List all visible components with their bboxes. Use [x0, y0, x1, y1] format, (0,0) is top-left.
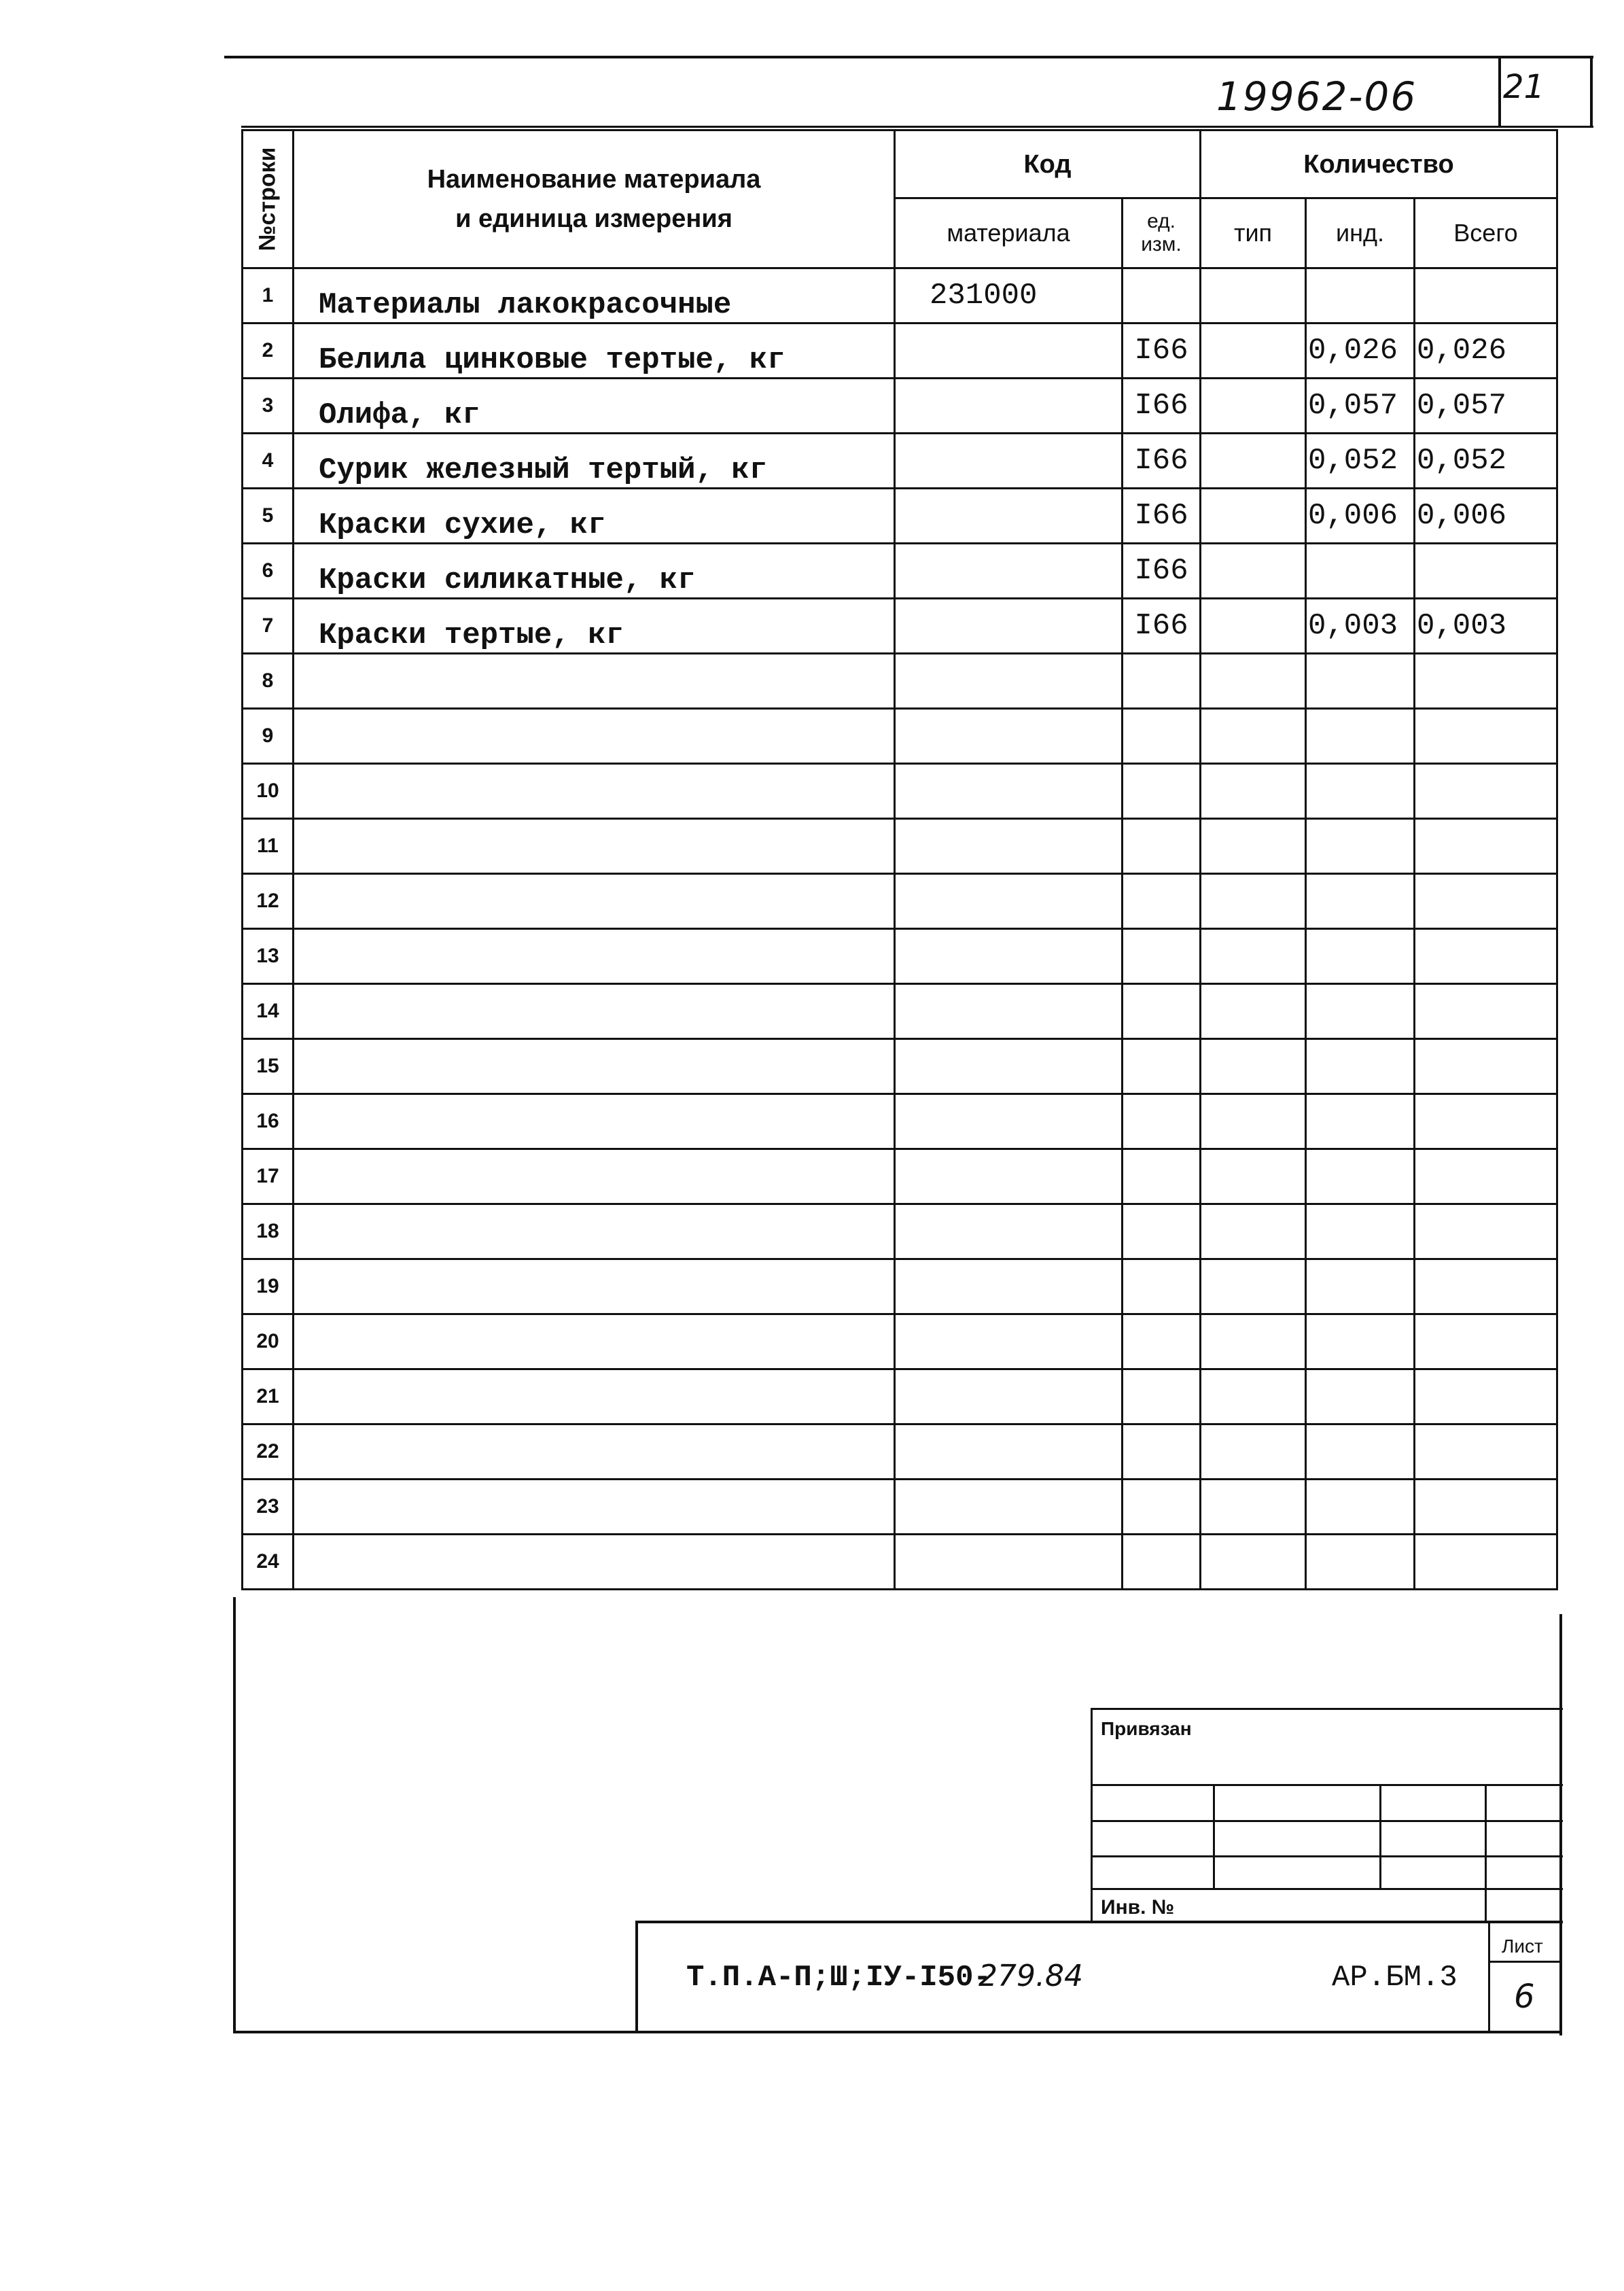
- unit-code: [1123, 1149, 1201, 1204]
- material-code: [895, 489, 1123, 544]
- row-number: 6: [243, 544, 294, 599]
- stamp-attached-label: Привязан: [1101, 1718, 1192, 1739]
- row-number: 7: [243, 599, 294, 654]
- document-code: 19962-06: [1216, 73, 1417, 120]
- qty-type: [1201, 654, 1306, 709]
- qty-type: [1201, 1369, 1306, 1424]
- material-code: [895, 379, 1123, 434]
- unit-code: I66: [1123, 489, 1201, 544]
- table-row: [243, 1314, 1557, 1369]
- material-code: [895, 654, 1123, 709]
- unit-code: [1123, 1204, 1201, 1259]
- qty-ind: [1306, 1204, 1415, 1259]
- row-number: 14: [243, 984, 294, 1039]
- row-number: 23: [243, 1480, 294, 1535]
- table-row: [243, 984, 1557, 1039]
- qty-type: [1201, 544, 1306, 599]
- material-name: [294, 1259, 895, 1314]
- qty-ind: 0,052: [1306, 434, 1415, 489]
- materials-table: [241, 129, 1558, 1590]
- material-name: [294, 874, 895, 929]
- qty-type: [1201, 1314, 1306, 1369]
- qty-ind: [1306, 929, 1415, 984]
- material-name: [294, 654, 895, 709]
- table-row: [243, 1259, 1557, 1314]
- stamp-sheet-label: Лист: [1502, 1936, 1543, 1957]
- qty-total: [1415, 1094, 1557, 1149]
- qty-type: [1201, 764, 1306, 819]
- unit-code: I66: [1123, 544, 1201, 599]
- material-code: [895, 1204, 1123, 1259]
- unit-code: I66: [1123, 323, 1201, 379]
- qty-ind: [1306, 1039, 1415, 1094]
- qty-type: [1201, 1480, 1306, 1535]
- unit-code: [1123, 1535, 1201, 1590]
- stamp-sheet-number: 6: [1514, 1978, 1535, 2016]
- material-code: [895, 544, 1123, 599]
- qty-type: [1201, 874, 1306, 929]
- material-code: [895, 764, 1123, 819]
- row-number: 12: [243, 874, 294, 929]
- material-code: [895, 434, 1123, 489]
- header-qty-ind: инд.: [1306, 198, 1415, 268]
- stamp-designation: Т.П.А-П;Ш;IУ-I50-: [686, 1961, 991, 1995]
- qty-total: [1415, 654, 1557, 709]
- material-code: [895, 1424, 1123, 1480]
- unit-code: [1123, 1369, 1201, 1424]
- row-number: 24: [243, 1535, 294, 1590]
- material-name: [294, 764, 895, 819]
- table-row: [243, 1094, 1557, 1149]
- material-name: [294, 929, 895, 984]
- material-name: [294, 1204, 895, 1259]
- header-qty-type: тип: [1201, 198, 1306, 268]
- unit-code: [1123, 1094, 1201, 1149]
- material-name: Краски сухие, кг: [294, 489, 895, 544]
- left-margin-line: [233, 1597, 236, 2032]
- row-number: 10: [243, 764, 294, 819]
- qty-total: [1415, 1424, 1557, 1480]
- table-row: [243, 764, 1557, 819]
- material-code: [895, 323, 1123, 379]
- material-code: [895, 599, 1123, 654]
- qty-total: [1415, 1149, 1557, 1204]
- right-border-line: [1590, 56, 1593, 128]
- row-number: 13: [243, 929, 294, 984]
- material-code: [895, 1314, 1123, 1369]
- table-row: [243, 434, 1557, 489]
- qty-total: [1415, 544, 1557, 599]
- qty-ind: [1306, 1259, 1415, 1314]
- qty-type: [1201, 819, 1306, 874]
- material-code: [895, 1480, 1123, 1535]
- stamp-h3: [1091, 1855, 1563, 1857]
- qty-total: [1415, 874, 1557, 929]
- qty-type: [1201, 434, 1306, 489]
- row-number: 20: [243, 1314, 294, 1369]
- unit-code: [1123, 764, 1201, 819]
- material-name: Краски силикатные, кг: [294, 544, 895, 599]
- qty-ind: [1306, 1424, 1415, 1480]
- qty-type: [1201, 1204, 1306, 1259]
- qty-type: [1201, 984, 1306, 1039]
- qty-ind: 0,057: [1306, 379, 1415, 434]
- table-row: [243, 1204, 1557, 1259]
- table-row: [243, 874, 1557, 929]
- qty-type: [1201, 1149, 1306, 1204]
- qty-ind: 0,003: [1306, 599, 1415, 654]
- unit-code: I66: [1123, 434, 1201, 489]
- qty-total: [1415, 1259, 1557, 1314]
- title-block-left: [635, 1921, 638, 2033]
- qty-total: 0,057: [1415, 379, 1557, 434]
- table-row: [243, 819, 1557, 874]
- row-number: 15: [243, 1039, 294, 1094]
- material-name: Краски тертые, кг: [294, 599, 895, 654]
- material-name: Белила цинковые тертые, кг: [294, 323, 895, 379]
- material-code: [895, 1039, 1123, 1094]
- row-number: 18: [243, 1204, 294, 1259]
- unit-code: I66: [1123, 379, 1201, 434]
- qty-total: [1415, 709, 1557, 764]
- material-code: 231000: [895, 268, 1123, 323]
- material-name: [294, 1369, 895, 1424]
- table-row: [243, 544, 1557, 599]
- sheet-box-left: [1488, 1921, 1490, 2033]
- row-number: 5: [243, 489, 294, 544]
- sheet-box-divider: [1488, 1961, 1561, 1963]
- header-row-number: №строки: [243, 130, 294, 268]
- unit-code: [1123, 654, 1201, 709]
- qty-total: 0,052: [1415, 434, 1557, 489]
- qty-total: [1415, 1480, 1557, 1535]
- unit-code: [1123, 1480, 1201, 1535]
- unit-code: [1123, 1314, 1201, 1369]
- row-number: 9: [243, 709, 294, 764]
- qty-total: [1415, 1535, 1557, 1590]
- unit-code: [1123, 709, 1201, 764]
- material-code: [895, 1149, 1123, 1204]
- qty-type: [1201, 323, 1306, 379]
- row-number: 4: [243, 434, 294, 489]
- stamp-inventory-label: Инв. №: [1101, 1896, 1175, 1919]
- qty-total: [1415, 819, 1557, 874]
- row-number: 19: [243, 1259, 294, 1314]
- table-row: [243, 709, 1557, 764]
- qty-ind: [1306, 1535, 1415, 1590]
- unit-code: [1123, 819, 1201, 874]
- header-code: Код: [895, 130, 1201, 198]
- page-number: 21: [1503, 68, 1545, 106]
- header-qty-total: Всего: [1415, 198, 1557, 268]
- table-row: [243, 1369, 1557, 1424]
- row-number: 3: [243, 379, 294, 434]
- material-code: [895, 819, 1123, 874]
- material-name: [294, 709, 895, 764]
- qty-total: 0,006: [1415, 489, 1557, 544]
- material-name: [294, 1094, 895, 1149]
- stamp-designation-number: 279.84: [978, 1959, 1083, 1993]
- qty-type: [1201, 1039, 1306, 1094]
- row-number: 17: [243, 1149, 294, 1204]
- qty-ind: [1306, 984, 1415, 1039]
- table-row: [243, 379, 1557, 434]
- header-material-name: Наименование материала и единица измерения: [294, 130, 895, 268]
- top-border-line: [224, 56, 1593, 58]
- unit-code: [1123, 984, 1201, 1039]
- qty-total: [1415, 1369, 1557, 1424]
- material-code: [895, 984, 1123, 1039]
- qty-type: [1201, 1424, 1306, 1480]
- qty-ind: [1306, 1369, 1415, 1424]
- stamp-document-mark: АР.БМ.3: [1332, 1961, 1458, 1995]
- qty-type: [1201, 599, 1306, 654]
- qty-type: [1201, 489, 1306, 544]
- stamp-h4: [1091, 1888, 1563, 1890]
- qty-ind: [1306, 544, 1415, 599]
- row-number: 8: [243, 654, 294, 709]
- material-name: [294, 819, 895, 874]
- stamp-right-border: [1559, 1614, 1562, 2035]
- qty-ind: [1306, 764, 1415, 819]
- qty-type: [1201, 929, 1306, 984]
- material-code: [895, 1369, 1123, 1424]
- qty-ind: 0,006: [1306, 489, 1415, 544]
- table-row: [243, 268, 1557, 323]
- header-page-divider: [1498, 56, 1501, 128]
- material-name: [294, 1480, 895, 1535]
- qty-total: 0,026: [1415, 323, 1557, 379]
- row-number: 2: [243, 323, 294, 379]
- qty-type: [1201, 1094, 1306, 1149]
- unit-code: [1123, 929, 1201, 984]
- qty-ind: [1306, 654, 1415, 709]
- material-name: Материалы лакокрасочные: [294, 268, 895, 323]
- table-row: [243, 1149, 1557, 1204]
- title-block-bottom: [233, 2031, 1561, 2033]
- qty-total: [1415, 764, 1557, 819]
- qty-type: [1201, 1535, 1306, 1590]
- qty-type: [1201, 709, 1306, 764]
- qty-ind: [1306, 874, 1415, 929]
- qty-type: [1201, 1259, 1306, 1314]
- table-row: [243, 1535, 1557, 1590]
- material-name: [294, 1149, 895, 1204]
- table-row: [243, 1480, 1557, 1535]
- qty-total: [1415, 1314, 1557, 1369]
- stamp-h2: [1091, 1820, 1563, 1822]
- title-block-top: [635, 1921, 1563, 1923]
- qty-total: [1415, 1039, 1557, 1094]
- material-name: [294, 984, 895, 1039]
- stamp-v3: [1485, 1784, 1487, 1922]
- qty-ind: [1306, 1480, 1415, 1535]
- stamp-v2: [1379, 1784, 1381, 1888]
- row-number: 16: [243, 1094, 294, 1149]
- stamp-h1: [1091, 1784, 1563, 1786]
- header-quantity: Количество: [1201, 130, 1557, 198]
- table-row: [243, 599, 1557, 654]
- unit-code: [1123, 1039, 1201, 1094]
- unit-code: [1123, 1424, 1201, 1480]
- material-name: [294, 1535, 895, 1590]
- table-row: [243, 1039, 1557, 1094]
- stamp-outer-top: [1091, 1708, 1563, 1710]
- qty-ind: [1306, 1314, 1415, 1369]
- qty-total: 0,003: [1415, 599, 1557, 654]
- table-row: [243, 929, 1557, 984]
- qty-ind: [1306, 268, 1415, 323]
- qty-total: [1415, 268, 1557, 323]
- material-name: Сурик железный тертый, кг: [294, 434, 895, 489]
- unit-code: [1123, 874, 1201, 929]
- row-number: 22: [243, 1424, 294, 1480]
- material-code: [895, 929, 1123, 984]
- unit-code: [1123, 268, 1201, 323]
- unit-code: [1123, 1259, 1201, 1314]
- material-name: [294, 1314, 895, 1369]
- qty-type: [1201, 268, 1306, 323]
- material-code: [895, 1259, 1123, 1314]
- material-code: [895, 709, 1123, 764]
- stamp-v1: [1213, 1784, 1215, 1888]
- qty-ind: [1306, 819, 1415, 874]
- qty-total: [1415, 929, 1557, 984]
- qty-ind: [1306, 709, 1415, 764]
- qty-ind: [1306, 1149, 1415, 1204]
- material-code: [895, 874, 1123, 929]
- table-row: [243, 489, 1557, 544]
- row-number: 11: [243, 819, 294, 874]
- qty-ind: [1306, 1094, 1415, 1149]
- qty-total: [1415, 984, 1557, 1039]
- header-code-material: материала: [895, 198, 1123, 268]
- row-number: 1: [243, 268, 294, 323]
- qty-ind: 0,026: [1306, 323, 1415, 379]
- qty-total: [1415, 1204, 1557, 1259]
- material-code: [895, 1535, 1123, 1590]
- material-name: Олифа, кг: [294, 379, 895, 434]
- row-number: 21: [243, 1369, 294, 1424]
- header-code-unit: ед. изм.: [1123, 198, 1201, 268]
- table-row: [243, 654, 1557, 709]
- table-row: [243, 1424, 1557, 1480]
- unit-code: I66: [1123, 599, 1201, 654]
- table-row: [243, 323, 1557, 379]
- material-name: [294, 1039, 895, 1094]
- qty-type: [1201, 379, 1306, 434]
- material-code: [895, 1094, 1123, 1149]
- material-name: [294, 1424, 895, 1480]
